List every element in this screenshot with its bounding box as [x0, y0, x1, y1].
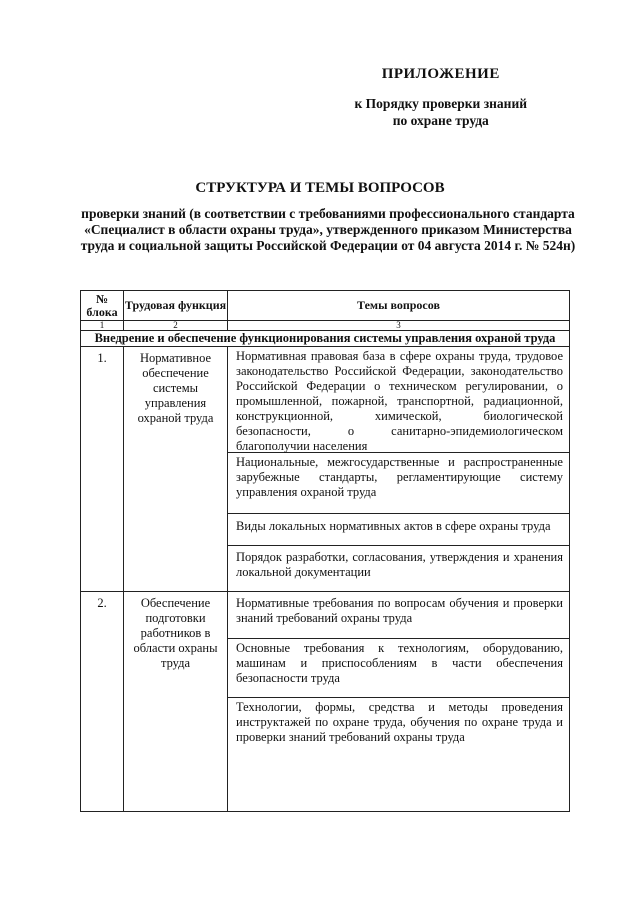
annex-header: [355, 66, 527, 129]
topic-item: Нормативная правовая база в сфере охраны труда, трудовое законодательство Российской Федерации, законодательство Российской Федерации о техническом регулировании, о промышленной, пожарной, транспортной, радиационной, конструкционной, химической, биологической безопасности, о санитарно-эпидемиологическом благополучии населения: [228, 347, 569, 453]
table-header-row: [81, 291, 570, 321]
annex-subtitle-line1: к Порядку проверки знаний: [354, 96, 527, 111]
table-row: [81, 347, 570, 592]
section-row: [81, 331, 570, 347]
column-number: 2: [124, 321, 228, 331]
topic-item: Виды локальных нормативных актов в сфере охраны труда: [228, 514, 569, 546]
work-function: Нормативное обеспечение системы управления охраной труда: [124, 347, 228, 592]
annex-subtitle-line2: по охране труда: [392, 113, 489, 128]
topic-item: Нормативные требования по вопросам обучения и проверки знаний требований охраны труда: [228, 592, 569, 639]
topics-table: [80, 290, 570, 812]
column-numbers-row: [81, 321, 570, 331]
header-topics: Темы вопросов: [228, 291, 570, 321]
header-block-no: № блока: [81, 291, 124, 321]
topics-cell: [228, 592, 570, 812]
block-number: 1.: [81, 347, 124, 592]
document-title: СТРУКТУРА И ТЕМЫ ВОПРОСОВ: [195, 180, 445, 196]
header-function: Трудовая функция: [124, 291, 228, 321]
section-title: Внедрение и обеспечение функционирования системы управления охраной труда: [81, 331, 570, 347]
annex-title: ПРИЛОЖЕНИЕ: [381, 66, 500, 82]
document-subtitle: проверки знаний (в соответствии с требованиями профессионального стандарта «Специалист в области охраны труда», утвержденного приказом Министерства труда и социальной защиты Российской Федерации от 04 августа 2014 г. № 524н): [80, 206, 576, 253]
topic-item: Порядок разработки, согласования, утверждения и хранения локальной документации: [236, 550, 563, 579]
topic-item: Технологии, формы, средства и методы проведения инструктажей по охране труда, обучения по охране труда и проверки знаний требований охраны труда: [236, 700, 563, 744]
table-row: [81, 592, 570, 812]
column-number: 3: [228, 321, 570, 331]
topics-cell: [228, 347, 570, 592]
annex-subtitle: [355, 95, 527, 129]
topic-item: Национальные, межгосударственные и распространенные зарубежные стандарты, регламентирующие систему управления охраной труда: [228, 453, 569, 514]
work-function: Обеспечение подготовки работников в области охраны труда: [124, 592, 228, 812]
topic-item: Основные требования к технологиям, оборудованию, машинам и приспособлениям в части обеспечения безопасности труда: [228, 639, 569, 698]
column-number: 1: [81, 321, 124, 331]
block-number: 2.: [81, 592, 124, 812]
